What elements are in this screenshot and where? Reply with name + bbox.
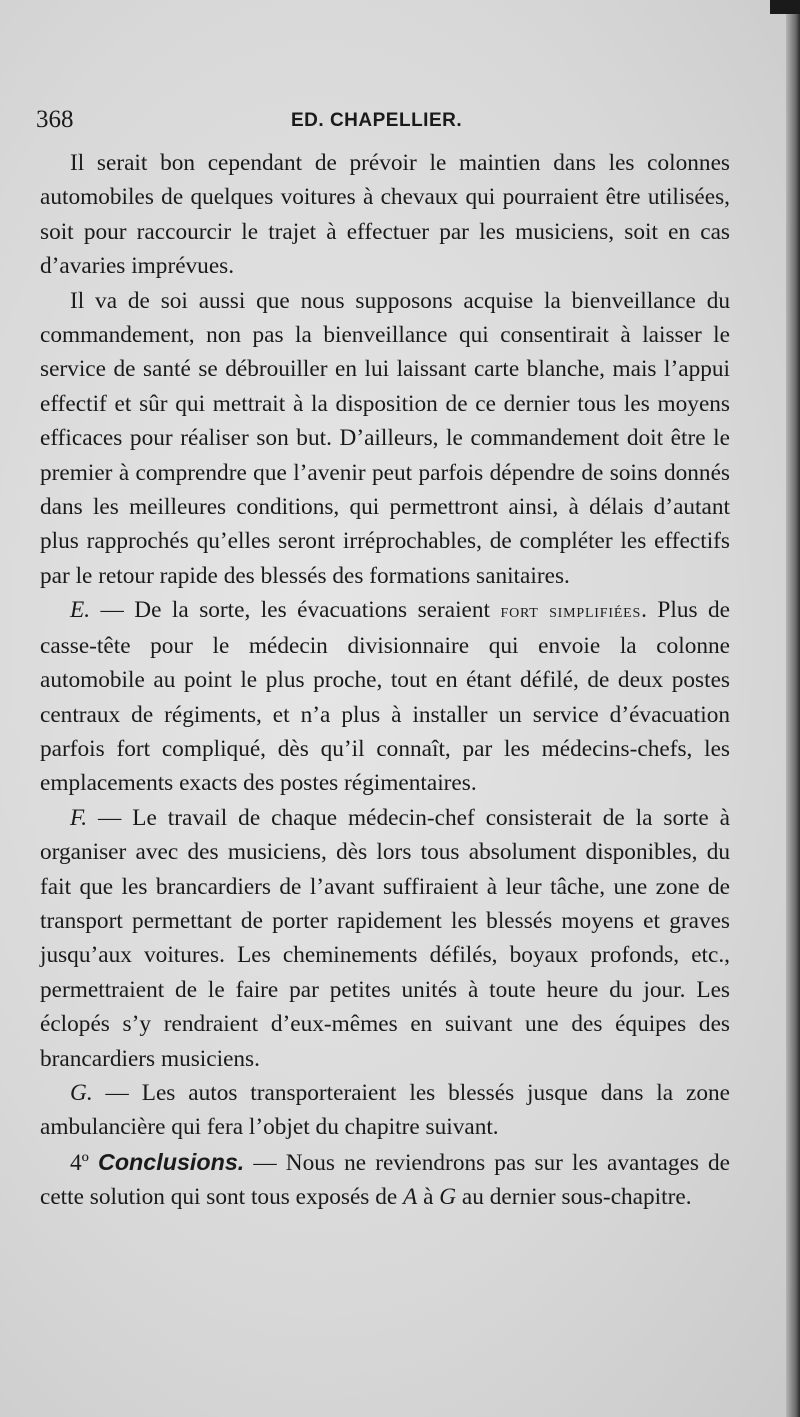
paragraph-e bbox=[40, 593, 730, 800]
paragraph-g-letter: G. bbox=[70, 1079, 93, 1106]
conclusions-lead: — Nous ne reviendrons pas sur les avantages de cette solution qui sont tous exposés de bbox=[40, 1149, 731, 1211]
conclusions-middle: à bbox=[417, 1184, 440, 1211]
running-head: ED. CHAPELLIER. bbox=[291, 110, 463, 131]
paragraph-g-rest: — Les autos transporteraient les blessés jusque dans la zone ambulancière qui fera l’objet du chapitre suivant. bbox=[40, 1079, 730, 1141]
page-header bbox=[36, 106, 726, 136]
page-corner-shadow bbox=[770, 0, 800, 14]
section-heading: Conclusions. bbox=[98, 1148, 245, 1175]
page-edge-shadow bbox=[786, 0, 800, 1417]
paragraph-e-lead: — De la sorte, les évacuations seraient bbox=[90, 597, 501, 624]
paragraph-conclusions bbox=[40, 1145, 730, 1215]
paragraph-g bbox=[40, 1076, 730, 1145]
paragraph-f bbox=[40, 801, 730, 1076]
conclusions-rest: au dernier sous-chapitre. bbox=[456, 1184, 692, 1211]
paragraph-e-rest: . Plus de casse-tête pour le médecin divisionnaire qui envoie la colonne automobile au point le plus proche, tout en étant défilé, de deux postes centraux de régiments, et n’a plus à installer un service d’évacuation parfois fort compliqué, dès qu’il connaît, par les médecins-chefs, les emplacements exacts des postes régimentaires. bbox=[40, 597, 731, 797]
paragraph-f-letter: F. bbox=[70, 804, 88, 831]
paragraph-e-letter: E. bbox=[70, 597, 91, 624]
paragraph-f-rest: — Le travail de chaque médecin-chef consisterait de la sorte à organiser avec des musiciens, dès lors tous absolument disponibles, du fait que les brancardiers de l’avant suffiraient à leur tâche, une zone de transport permettant de porter rapidement les blessés moyens et graves jusqu’aux voitures. Les cheminements défilés, boyaux profonds, etc., permettraient de le faire par petites unités à toute heure du jour. Les éclopés s’y rendraient d’eux-mêmes en suivant une des équipes des brancardiers musiciens. bbox=[40, 804, 730, 1072]
section-number: 4º bbox=[70, 1149, 89, 1176]
conclusions-to-letter: G bbox=[439, 1184, 457, 1211]
paragraph-chevaux: Il serait bon cependant de prévoir le maintien dans les colonnes automobiles de quelques voitures à chevaux qui pourraient être utilisées, soit pour raccourcir le trajet à effectuer par les musiciens, soit en cas d’avaries imprévues. bbox=[40, 150, 730, 280]
paragraph-e-emphasis: fort simplifiées bbox=[500, 600, 642, 623]
conclusions-from-letter: A bbox=[403, 1184, 418, 1211]
paragraph-bienveillance: Il va de soi aussi que nous supposons acquise la bienveillance du commandement, non pas la bienveillance qui consentirait à laisser le service de santé se débrouiller en lui laissant carte blanche, mais l’appui effectif et sûr qui mettrait à la disposition de ce dernier tous les moyens efficaces pour réaliser son but. D’ailleurs, le commandement doit être le premier à comprendre que l’avenir peut parfois dépendre de soins donnés dans les meilleures conditions, qui permettront ainsi, à délais d’autant plus rapprochés qu’elles seront irréprochables, de compléter les effectifs par le retour rapide des blessés des formations sanitaires. bbox=[40, 287, 730, 589]
page-number: 368 bbox=[36, 106, 74, 133]
body-text bbox=[40, 146, 730, 1215]
